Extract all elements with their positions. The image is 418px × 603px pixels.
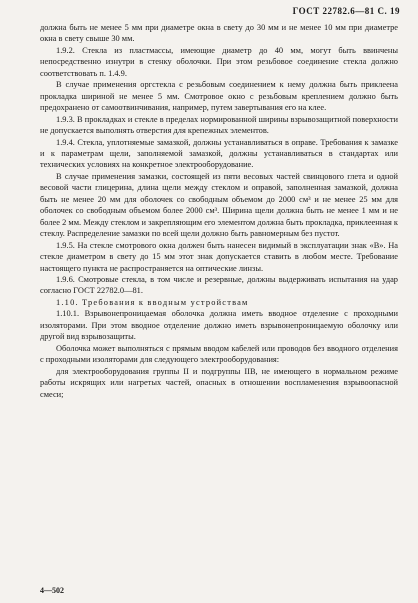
paragraph: должна быть не менее 5 мм при диаметре окна в свету до 30 мм и не менее 10 мм при диаметре окна в свету свыше 30 мм. [40, 23, 398, 44]
document-body [40, 22, 398, 400]
paragraph: В случае применения замазки, состоящей из пяти весовых частей свинцового глета и одной весовой части глицерина, длина щели между стеклом и оправой, заполненная замазкой, должна быть не менее 20 мм для оболочек со свободным объемом до 2000 см³ и не менее 25 мм для оболочек со свободным объемом более 2000 см³. Ширина щели должна быть не менее 1 мм и не более 2 мм. Между стеклом и закрепляющим его элементом должна быть прокладка, приклеенная к стеклу. Распределение замазки по всей щели должно быть равномерным без пустот. [40, 171, 398, 239]
paragraph: 1.9.2. Стекла из пластмассы, имеющие диаметр до 40 мм, могут быть ввинчены непосредственно изнутри в стенку оболочки. При этом резьбовое соединение стекла должно соответствовать п. 1.4.9. [40, 45, 398, 78]
paragraph: 1.10.1. Взрывонепроницаемая оболочка должна иметь вводное отделение с проходными изоляторами. При этом вводное отделение должно иметь взрывонепроницаемую оболочку или другой вид взрывозащиты. [40, 309, 398, 342]
paragraph: В случае применения оргстекла с резьбовым соединением к нему должна быть приклеена прокладка шириной не менее 5 мм. Смотровое окно с резьбовым креплением должно быть предохранено от самоотвинчивания, например, путем завертывания его на клее. [40, 80, 398, 113]
paragraph: 1.9.5. На стекле смотрового окна должен быть нанесен видимый в эксплуатации знак «В». На стекле диаметром в свету до 15 мм этот знак допускается ставить в любом месте. Требование настоящего пункта не распространяется на оптические линзы. [40, 240, 398, 273]
paragraph: 1.9.6. Смотровые стекла, в том числе и резервные, должны выдерживать испытания на удар согласно ГОСТ 22782.0—81. [40, 274, 398, 296]
section-heading: 1.10. Требования к вводным устройствам [56, 297, 249, 307]
page-header: ГОСТ 22782.6—81 С. 19 [292, 6, 400, 16]
paragraph: 1.9.4. Стекла, уплотняемые замазкой, должны устанавливаться в оправе. Требования к замазке и к параметрам щели, заполняемой замазкой, должны устанавливаться в стандартах или технических условиях на конкретное электрооборудование. [40, 137, 398, 170]
page-footer: 4—502 [40, 586, 64, 595]
paragraph: Оболочка может выполняться с прямым вводом кабелей или проводов без вводного отделения с проходными изоляторами для следующего электрооборудования: [40, 343, 398, 365]
paragraph: для электрооборудования группы II и подгруппы IIВ, не имеющего в нормальном режиме работы искрящих или нагретых частей, опасных в отношении воспламенения взрывоопасной смеси; [40, 366, 398, 399]
paragraph: 1.9.3. В прокладках и стекле в пределах нормированной ширины взрывозащитной поверхности не допускается выполнять отверстия для крепежных элементов. [40, 114, 398, 136]
